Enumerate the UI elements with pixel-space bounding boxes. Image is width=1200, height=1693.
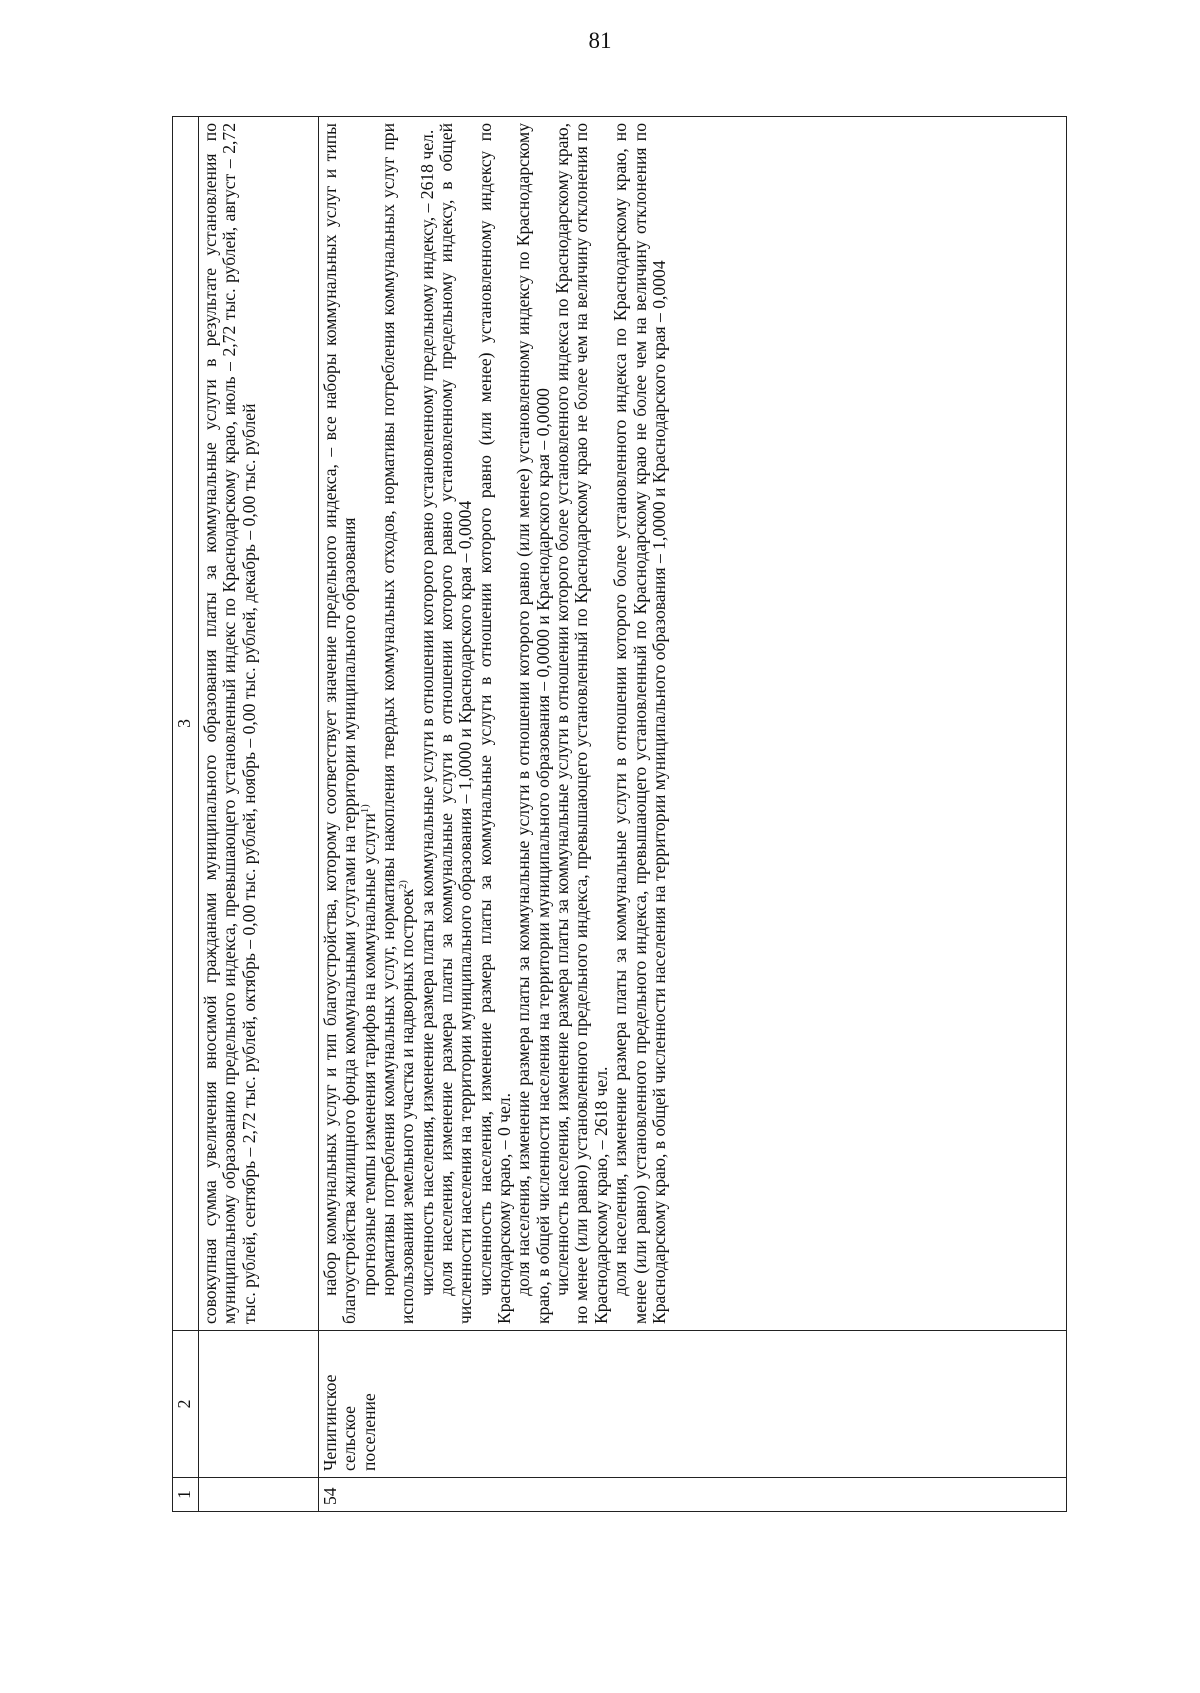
- header-col-2: 2: [173, 1331, 199, 1478]
- paragraph-share-above: доля населения, изменение размера платы за коммунальные услуги в отношении которого более установленного индекса по Краснодарскому краю, но менее (или равно) установленного предельного индекса, превышающего установленный по Краснодарскому краю не более чем на величину отклонения по Краснодарскому краю, в общей численности населения на территории муниципального образования – 1,0000 и Краснодарского края – 0,0004: [610, 123, 669, 1324]
- paragraph-population-less: численность населения, изменение размера платы за коммунальные услуги в отношении которого равно (или менее) установленному индексу по Краснодарскому краю, – 0 чел.: [474, 123, 515, 1324]
- paragraph-service-set: набор коммунальных услуг и тип благоустройства, которому соответствует значение предельного индекса, – все наборы коммунальных услуг и типы благоустройства жилищного фонда коммунальными услугами на территории муниципального образования: [320, 123, 360, 1324]
- continuation-name-cell: [199, 1331, 319, 1478]
- paragraph-share-less: доля населения, изменение размера платы за коммунальные услуги в отношении которого равно (или менее) установленному индексу по Краснодарскому краю, в общей численности населения на территории муниципального образования – 0,0000 и Краснодарского края – 0,0000: [513, 123, 553, 1324]
- paragraph-population-equal: численность населения, изменение размера платы за коммунальные услуги в отношении которого равно установленному предельному индексу, – 2618 чел.: [416, 129, 437, 1296]
- paragraph-consumption-norms: [379, 123, 418, 1324]
- consumption-norms-text: нормативы потребления коммунальных услуг, нормативы накопления твердых коммунальных отходов, нормативы потребления коммунальных услуг при использовании земельного участка и надворных построек: [378, 123, 418, 1324]
- header-col-3: 3: [173, 117, 199, 1331]
- paragraph-population-above: численность населения, изменение размера платы за коммунальные услуги в отношении которого более установленного индекса по Краснодарскому краю, но менее (или равно) установленного предельного индекса, превышающего установленный по Краснодарскому краю не более чем на величину отклонения по Краснодарскому краю, – 2618 чел.: [552, 123, 611, 1324]
- table-header-row: [173, 117, 199, 1512]
- tariff-rates-text: прогнозные темпы изменения тарифов на коммунальные услуги: [358, 813, 379, 1296]
- municipality-name-cell: Чепигинское сельское поселение: [319, 1331, 1067, 1478]
- paragraph-share-equal: доля населения, изменение размера платы за коммунальные услуги в отношении которого равно установленному предельному индексу, в общей численности населения на территории муниципального образования – 1,0000 и Краснодарского края – 0,0004: [436, 123, 476, 1324]
- rotated-table-container: [172, 116, 1067, 1512]
- footnote-1-marker: 1): [359, 804, 371, 814]
- page-number: 81: [588, 28, 612, 53]
- continuation-description-cell: [199, 117, 319, 1331]
- tariff-index-table: [172, 116, 1067, 1512]
- table-row-continuation: [199, 117, 319, 1512]
- header-col-1: 1: [173, 1478, 199, 1512]
- row-number-cell: 54: [319, 1478, 1067, 1512]
- table-row-54: [319, 117, 1067, 1512]
- indicator-description-cell: [319, 117, 1067, 1331]
- continuation-number-cell: [199, 1478, 319, 1512]
- continuation-paragraph: совокупная сумма увеличения вносимой гражданами муниципального образования платы за коммунальные услуги в результате установления по муниципальному образованию предельного индекса, превышающего установленный индекс по Краснодарскому краю, июль – 2,72 тыс. рублей, август – 2,72 тыс. рублей, сентябрь – 2,72 тыс. рублей, октябрь – 0,00 тыс. рублей, ноябрь – 0,00 тыс. рублей, декабрь – 0,00 тыс. рублей: [200, 123, 259, 1324]
- paragraph-tariff-rates: [360, 123, 379, 1324]
- footnote-2-marker: 2): [398, 880, 410, 889]
